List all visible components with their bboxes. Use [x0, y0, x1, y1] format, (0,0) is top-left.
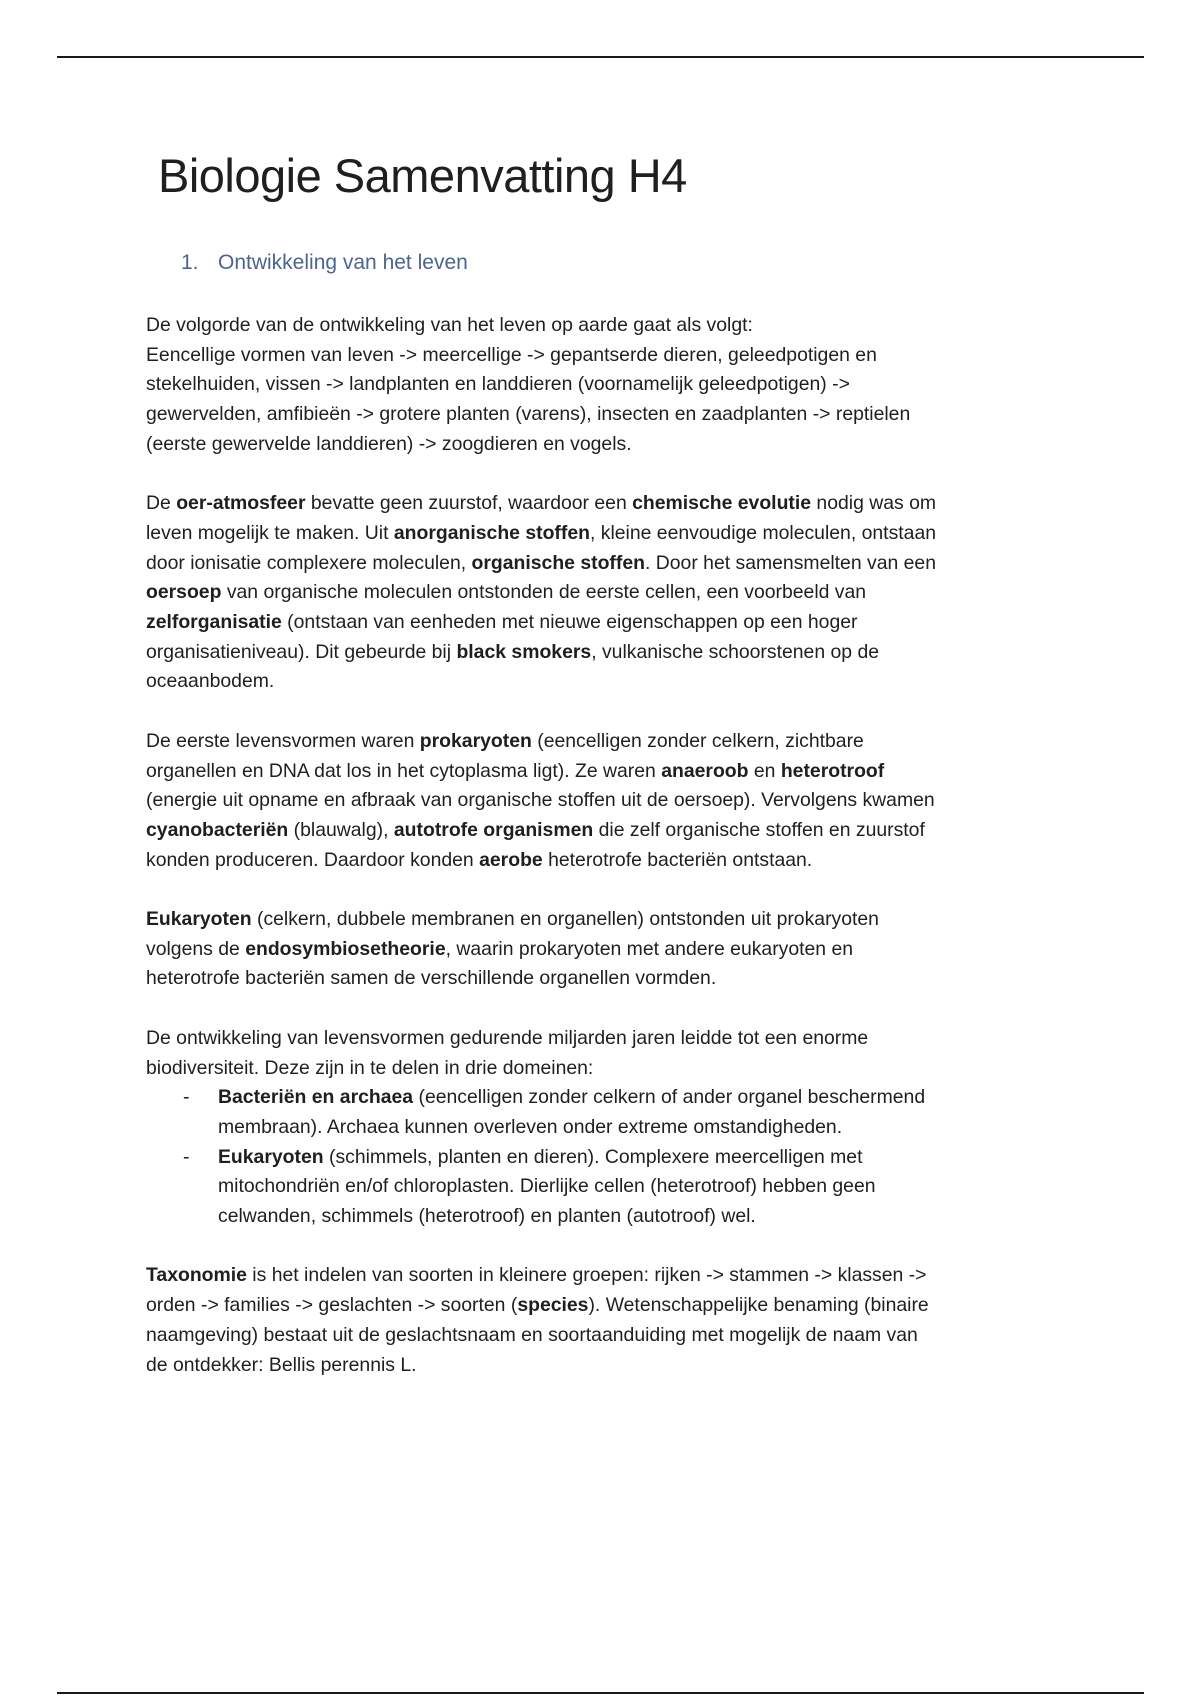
text-line — [146, 757, 1066, 787]
text-run: door ionisatie complexere moleculen, — [146, 551, 472, 574]
text-line: De volgorde van de ontwikkeling van het leven op aarde gaat als volgt: — [146, 314, 753, 336]
domains-list — [146, 1083, 1066, 1232]
text-line — [218, 1172, 1066, 1202]
text-line — [218, 1083, 1066, 1113]
keyword: Eukaryoten — [218, 1145, 324, 1168]
text-run: nodig was om — [811, 492, 937, 515]
text-line — [146, 489, 1066, 519]
list-item — [146, 1143, 1066, 1232]
keyword: anorganische stoffen — [393, 521, 590, 544]
text-run: die zelf organische stoffen en zuurstof — [593, 818, 925, 841]
text-run: is het indelen van soorten in kleinere groepen: rijken -> stammen -> klassen -> — [246, 1264, 927, 1287]
section-label: Ontwikkeling van het leven — [218, 251, 468, 274]
text-run: van organische moleculen ontstonden de eerste cellen, een voorbeeld van — [221, 581, 867, 604]
text-run: , waarin prokaryoten met andere eukaryoten en — [445, 937, 854, 960]
text-run: en — [748, 759, 781, 782]
keyword: Eukaryoten — [146, 908, 252, 931]
text-line — [146, 905, 1066, 935]
text-run: , vulkanische schoorstenen op de — [591, 640, 880, 663]
text-line — [146, 519, 1066, 549]
text-run: organellen en DNA dat los in het cytoplasma ligt). Ze waren — [146, 759, 662, 782]
text-run: konden produceren. Daardoor konden — [146, 848, 480, 871]
paragraph-prokaryotes — [146, 727, 1066, 876]
text-run: naamgeving) bestaat uit de geslachtsnaam en soortaanduiding met mogelijk de naam van — [146, 1323, 918, 1346]
text-run: ). Wetenschappelijke benaming (binaire — [588, 1294, 929, 1317]
text-run: membraan). Archaea kunnen overleven onder extreme omstandigheden. — [218, 1115, 843, 1138]
text-run: mitochondriën en/of chloroplasten. Dierlijke cellen (heterotroof) hebben geen — [218, 1175, 876, 1198]
text-run: (schimmels, planten en dieren). Complexere meercelligen met — [323, 1145, 863, 1168]
keyword: heterotroof — [780, 759, 885, 782]
text-run: De eerste levensvormen waren — [146, 729, 420, 752]
text-line — [146, 786, 1066, 816]
keyword: oer-atmosfeer — [176, 492, 306, 515]
text-line: biodiversiteit. Deze zijn in te delen in drie domeinen: — [146, 1056, 594, 1079]
text-run: orden -> families -> geslachten -> soorten ( — [146, 1294, 518, 1317]
text-line: Eencellige vormen van leven -> meercellige -> gepantserde dieren, geleedpotigen en — [146, 343, 877, 366]
keyword: aerobe — [479, 848, 543, 871]
paragraph-eukaryotes — [146, 905, 1066, 994]
section-number: 1. — [181, 251, 199, 274]
keyword: Taxonomie — [146, 1264, 247, 1287]
text-run: heterotrofe bacteriën samen de verschillende organellen vormden. — [146, 967, 717, 990]
keyword: anaeroob — [661, 759, 749, 782]
text-run: leven mogelijk te maken. Uit — [146, 521, 394, 544]
text-line — [146, 608, 1066, 638]
keyword: black smokers — [456, 640, 592, 663]
text-line: (eerste gewervelde landdieren) -> zoogdieren en vogels. — [146, 432, 632, 455]
text-run: (eencelligen zonder celkern of ander organel beschermend — [413, 1086, 926, 1109]
text-line — [146, 1321, 1066, 1351]
text-line — [146, 1291, 1066, 1321]
text-run: (energie uit opname en afbraak van organische stoffen uit de oersoep). Vervolgens kwamen — [146, 789, 935, 812]
text-run: oceaanbodem. — [146, 670, 275, 693]
keyword: oersoep — [146, 581, 222, 604]
text-line: De ontwikkeling van levensvormen gedurende miljarden jaren leidde tot een enorme — [146, 1026, 869, 1049]
text-run: organisatieniveau). Dit gebeurde bij — [146, 640, 457, 663]
text-line — [146, 638, 1066, 668]
bullet-marker: - — [183, 1086, 190, 1109]
bottom-rule — [57, 1692, 1144, 1694]
text-run: De — [146, 492, 177, 515]
paragraph-biodiversity — [146, 1024, 1066, 1083]
text-line — [218, 1202, 1066, 1232]
text-line — [146, 935, 1066, 965]
keyword: Bacteriën en archaea — [218, 1086, 414, 1109]
text-line — [146, 549, 1066, 579]
keyword: cyanobacteriën — [146, 818, 289, 841]
text-run: (blauwalg), — [288, 818, 394, 841]
text-run: bevatte geen zuurstof, waardoor een — [305, 492, 633, 515]
list-item — [146, 1083, 1066, 1142]
section-heading — [181, 251, 468, 275]
text-line — [218, 1113, 1066, 1143]
text-run: celwanden, schimmels (heterotroof) en planten (autotroof) wel. — [218, 1205, 756, 1228]
text-run: , kleine eenvoudige moleculen, ontstaan — [589, 521, 937, 544]
top-rule — [57, 56, 1144, 58]
text-line — [146, 667, 1066, 697]
text-run: de ontdekker: Bellis perennis L. — [146, 1353, 417, 1376]
keyword: chemische evolutie — [632, 492, 812, 515]
text-line — [218, 1143, 1066, 1173]
text-run: (eencelligen zonder celkern, zichtbare — [531, 729, 864, 752]
text-line: stekelhuiden, vissen -> landplanten en landdieren (voornamelijk geleedpotigen) -> — [146, 373, 850, 396]
text-line — [146, 816, 1066, 846]
paragraph-taxonomy — [146, 1261, 1066, 1380]
keyword: prokaryoten — [419, 729, 532, 752]
text-line: gewervelden, amfibieën -> grotere planten (varens), insecten en zaadplanten -> reptielen — [146, 403, 911, 426]
paragraph-life-order — [146, 311, 1066, 460]
body-text — [146, 311, 1066, 1410]
text-line — [146, 964, 1066, 994]
text-run: heterotrofe bacteriën ontstaan. — [542, 848, 813, 871]
keyword: zelforganisatie — [146, 611, 282, 634]
text-run: volgens de — [146, 937, 246, 960]
text-line — [146, 846, 1066, 876]
bullet-marker: - — [183, 1145, 190, 1168]
keyword: organische stoffen — [471, 551, 645, 574]
keyword: autotrofe organismen — [393, 818, 594, 841]
text-line — [146, 727, 1066, 757]
page-title: Biologie Samenvatting H4 — [158, 149, 687, 202]
text-run: (celkern, dubbele membranen en organellen) ontstonden uit prokaryoten — [251, 908, 879, 931]
paragraph-primordial-atmosphere — [146, 489, 1066, 697]
text-line — [146, 1261, 1066, 1291]
text-run: . Door het samensmelten van een — [644, 551, 937, 574]
text-line — [146, 1351, 1066, 1381]
text-run: (ontstaan van eenheden met nieuwe eigenschappen op een hoger — [281, 611, 858, 634]
keyword: endosymbiosetheorie — [245, 937, 446, 960]
keyword: species — [517, 1294, 589, 1317]
text-line — [146, 578, 1066, 608]
